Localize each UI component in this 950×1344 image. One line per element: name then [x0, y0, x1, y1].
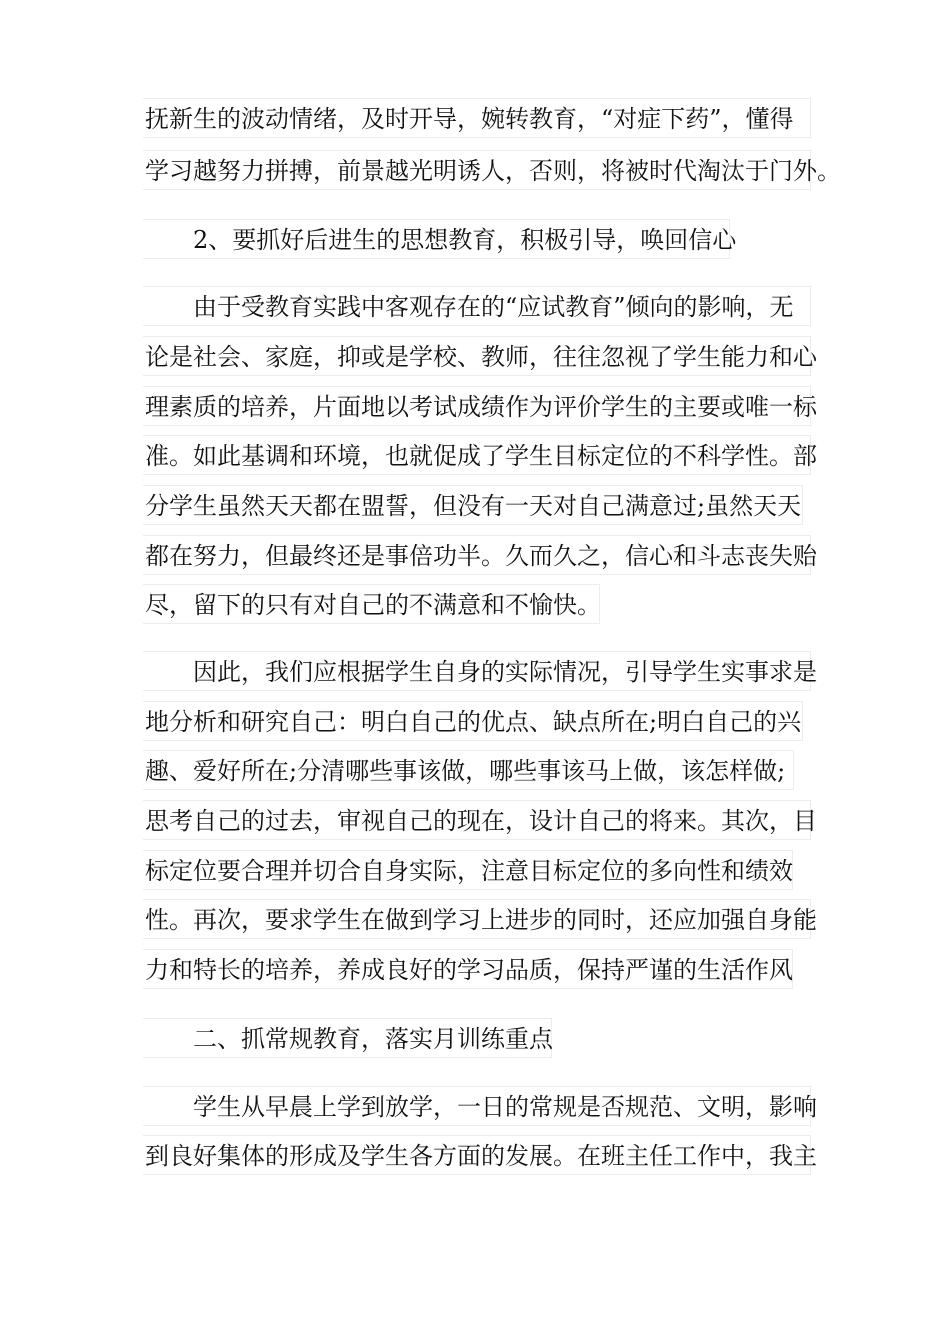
text-line: 到良好集体的形成及学生各方面的发展。在班主任工作中，我主 [143, 1135, 811, 1175]
text-line: 理素质的培养，片面地以考试成绩作为评价学生的主要或唯一标 [143, 386, 811, 426]
text-line: 论是社会、家庭，抑或是学校、教师，往往忽视了学生能力和心 [143, 336, 811, 376]
text-line: 学习越努力拼搏，前景越光明诱人，否则，将被时代淘汰于门外。 [143, 150, 811, 190]
text-line: 因此，我们应根据学生自身的实际情况，引导学生实事求是 [143, 651, 811, 691]
text-line: 学生从早晨上学到放学，一日的常规是否规范、文明，影响 [143, 1086, 811, 1126]
section-heading: 二、抓常规教育，落实月训练重点 [143, 1018, 552, 1058]
text-line: 趣、爱好所在;分清哪些事该做，哪些事该马上做，该怎样做; [143, 750, 794, 790]
text-line: 标定位要合理并切合自身实际，注意目标定位的多向性和绩效 [143, 850, 793, 890]
text-line: 尽，留下的只有对自己的不满意和不愉快。 [143, 584, 600, 624]
text-line: 由于受教育实践中客观存在的“应试教育”倾向的影响，无 [143, 286, 811, 326]
text-line: 地分析和研究自己：明白自己的优点、缺点所在;明白自己的兴 [143, 701, 803, 741]
text-line: 都在努力，但最终还是事倍功半。久而久之，信心和斗志丧失贻 [143, 535, 811, 575]
text-line: 力和特长的培养，养成良好的学习品质，保持严谨的生活作风 [143, 949, 793, 989]
text-line: 分学生虽然天天都在盟誓，但没有一天对自己满意过;虽然天天 [143, 485, 803, 525]
text-line: 准。如此基调和环境，也就促成了学生目标定位的不科学性。部 [143, 435, 811, 475]
text-line: 抚新生的波动情绪，及时开导，婉转教育，“对症下药”，懂得 [143, 98, 811, 138]
section-heading: 2、要抓好后进生的思想教育，积极引导，唤回信心 [143, 219, 730, 259]
text-line: 思考自己的过去，审视自己的现在，设计自己的将来。其次，目 [143, 800, 811, 840]
text-line: 性。再次，要求学生在做到学习上进步的同时，还应加强自身能 [143, 899, 811, 939]
